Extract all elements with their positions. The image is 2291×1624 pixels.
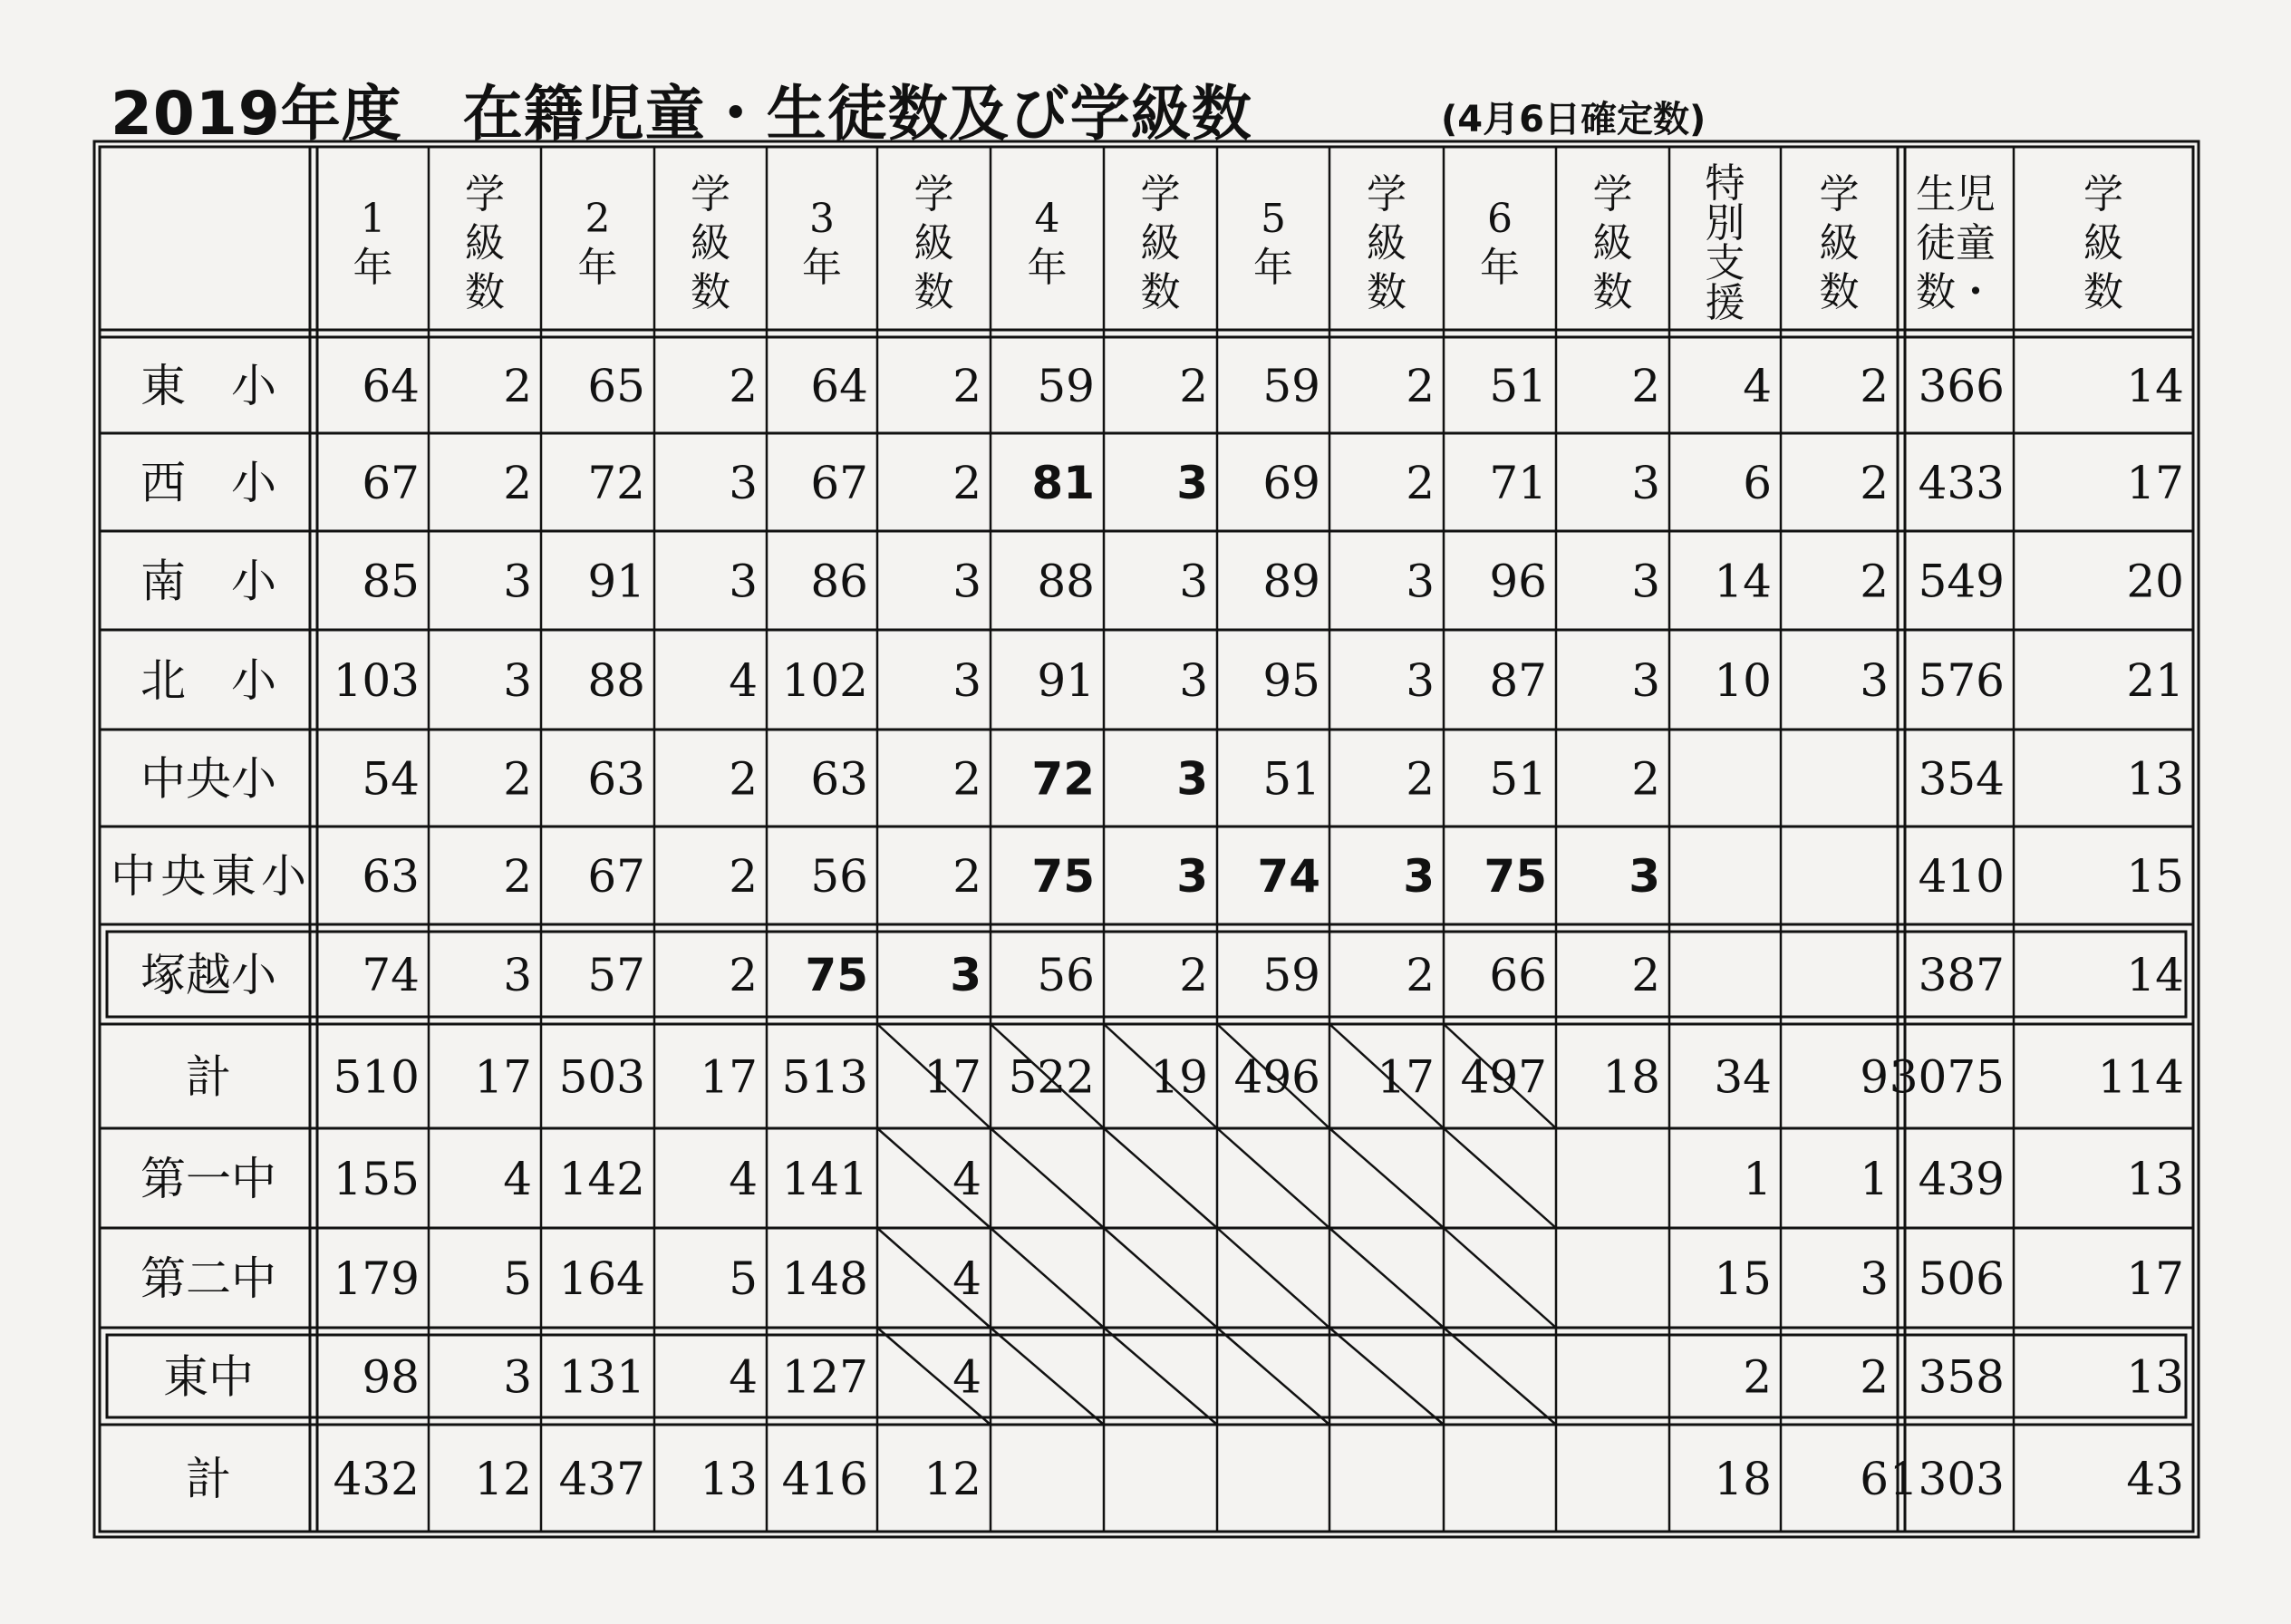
table-cell: 17 bbox=[1377, 1050, 1435, 1104]
table-cell: 15 bbox=[1714, 1252, 1772, 1305]
school-name: 塚越小 bbox=[140, 949, 276, 1001]
table-cell: 513 bbox=[781, 1050, 868, 1104]
table-cell: 13 bbox=[700, 1453, 758, 1505]
table-cell: 67 bbox=[362, 457, 420, 509]
school-name: 北 小 bbox=[140, 654, 276, 707]
na-cell-hatch bbox=[991, 1228, 1104, 1328]
table-cell: 14 bbox=[2126, 949, 2184, 1001]
na-cell-hatch bbox=[1444, 1228, 1556, 1328]
table-cell: 67 bbox=[587, 850, 645, 903]
table-cell: 3 bbox=[1179, 555, 1208, 608]
column-header-text: 5 bbox=[1261, 196, 1286, 242]
table-cell: 88 bbox=[1037, 555, 1095, 608]
na-cell-hatch bbox=[1217, 1228, 1329, 1328]
column-header-text: 数 bbox=[1367, 269, 1406, 315]
page-subtitle: (4月6日確定数) bbox=[1441, 99, 1706, 140]
column-header-text: 支 bbox=[1705, 240, 1745, 286]
table-row bbox=[186, 1051, 2184, 1104]
table-cell: 3 bbox=[952, 555, 981, 608]
table-cell: 51 bbox=[1262, 752, 1320, 806]
na-cell-hatch bbox=[991, 1128, 1104, 1228]
na-cell-hatch bbox=[1329, 1328, 1444, 1425]
table-cell: 3 bbox=[1860, 1252, 1889, 1305]
table-cell: 2 bbox=[729, 752, 758, 806]
table-cell: 51 bbox=[1489, 752, 1547, 806]
table-cell: 69 bbox=[1262, 457, 1320, 509]
table-cell: 34 bbox=[1714, 1050, 1772, 1104]
school-name: 計 bbox=[186, 1453, 231, 1505]
column-header-text: 年 bbox=[577, 245, 618, 291]
table-cell: 4 bbox=[503, 1153, 532, 1205]
table-cell: 81 bbox=[1031, 457, 1095, 509]
column-header-text: 6 bbox=[1487, 196, 1513, 242]
table-cell: 3 bbox=[1176, 457, 1208, 509]
table-cell: 3 bbox=[503, 555, 532, 608]
table-cell: 4 bbox=[952, 1153, 981, 1205]
table-row bbox=[140, 753, 2184, 806]
table-row bbox=[140, 360, 2184, 412]
column-header-text: 数 bbox=[691, 269, 730, 315]
column-header-text: 年 bbox=[1480, 245, 1520, 291]
table-cell: 3 bbox=[1176, 850, 1208, 903]
column-header-text: 数・ bbox=[1916, 269, 1996, 315]
table-cell: 5 bbox=[503, 1252, 532, 1305]
table-cell: 2 bbox=[503, 752, 532, 806]
column-header-text: 援 bbox=[1705, 280, 1745, 326]
table-cell: 102 bbox=[781, 654, 868, 707]
table-cell: 103 bbox=[333, 654, 420, 707]
table-cell: 437 bbox=[558, 1453, 645, 1505]
table-cell: 4 bbox=[1743, 360, 1772, 412]
table-cell: 63 bbox=[810, 752, 868, 806]
table-cell: 141 bbox=[781, 1153, 868, 1205]
table-cell: 142 bbox=[558, 1153, 645, 1205]
table-cell: 10 bbox=[1714, 654, 1772, 707]
table-cell: 433 bbox=[1918, 457, 2005, 509]
table-cell: 54 bbox=[362, 752, 420, 806]
column-header-text: 2 bbox=[585, 196, 611, 242]
table-cell: 358 bbox=[1918, 1350, 2005, 1404]
table-cell: 12 bbox=[474, 1453, 532, 1505]
column-header-text: 級 bbox=[465, 220, 505, 266]
table-cell: 13 bbox=[2126, 1153, 2184, 1205]
table-cell: 3 bbox=[1406, 654, 1435, 707]
table-cell: 2 bbox=[952, 752, 981, 806]
table-cell: 63 bbox=[587, 752, 645, 806]
table-cell: 522 bbox=[1008, 1050, 1095, 1104]
school-name: 第二中 bbox=[140, 1252, 276, 1305]
table-cell: 18 bbox=[1602, 1050, 1660, 1104]
table-cell: 57 bbox=[587, 949, 645, 1001]
table-cell: 64 bbox=[810, 360, 868, 412]
column-header-text: 学 bbox=[465, 171, 505, 218]
table-cell: 75 bbox=[1031, 850, 1095, 903]
table-cell: 2 bbox=[1631, 360, 1660, 412]
table-cell: 2 bbox=[1406, 752, 1435, 806]
na-cell-hatch bbox=[1104, 1328, 1217, 1425]
table-cell: 3 bbox=[1406, 555, 1435, 608]
table-cell: 131 bbox=[558, 1350, 645, 1404]
table-cell: 497 bbox=[1460, 1050, 1547, 1104]
table-cell: 3 bbox=[1176, 752, 1208, 806]
column-header-text: 級 bbox=[1140, 220, 1181, 266]
table-cell: 21 bbox=[2126, 654, 2184, 707]
table-cell: 387 bbox=[1918, 949, 2005, 1001]
table-cell: 20 bbox=[2126, 555, 2184, 608]
table-cell: 2 bbox=[729, 360, 758, 412]
table-cell: 59 bbox=[1262, 949, 1320, 1001]
column-header-text: 4 bbox=[1034, 196, 1060, 242]
column-header-text: 1 bbox=[360, 196, 386, 242]
table-cell: 4 bbox=[952, 1252, 981, 1305]
table-cell: 3 bbox=[1631, 654, 1660, 707]
column-header-text: 学 bbox=[691, 171, 730, 218]
table-cell: 2 bbox=[1743, 1350, 1772, 1404]
table-cell: 17 bbox=[2126, 457, 2184, 509]
table-cell: 179 bbox=[333, 1252, 420, 1305]
table-cell: 2 bbox=[1860, 457, 1889, 509]
table-cell: 14 bbox=[2126, 360, 2184, 412]
table-cell: 67 bbox=[810, 457, 868, 509]
column-header-text: 数 bbox=[465, 269, 505, 315]
table-cell: 366 bbox=[1918, 360, 2005, 412]
na-cell-hatch bbox=[991, 1328, 1104, 1425]
table-cell: 4 bbox=[729, 1153, 758, 1205]
table-cell: 506 bbox=[1918, 1252, 2005, 1305]
table-cell: 2 bbox=[729, 949, 758, 1001]
table-cell: 416 bbox=[781, 1453, 868, 1505]
table-cell: 3 bbox=[503, 654, 532, 707]
column-header-text: 数 bbox=[1592, 269, 1633, 315]
table-cell: 1303 bbox=[1889, 1453, 2005, 1505]
column-header-text: 数 bbox=[1819, 269, 1860, 315]
table-frame-inner bbox=[100, 147, 2193, 1532]
na-cell-hatch bbox=[1444, 1328, 1556, 1425]
na-cell-hatch bbox=[1217, 1328, 1329, 1425]
table-cell: 91 bbox=[1037, 654, 1095, 707]
table-cell: 127 bbox=[781, 1350, 868, 1404]
column-header-text: 学 bbox=[1592, 171, 1633, 218]
table-cell: 71 bbox=[1489, 457, 1547, 509]
table-row bbox=[140, 654, 2184, 707]
na-cell-hatch bbox=[1104, 1228, 1217, 1328]
table-cell: 56 bbox=[810, 850, 868, 903]
table-cell: 3 bbox=[1631, 457, 1660, 509]
table-cell: 88 bbox=[587, 654, 645, 707]
school-name: 中央東小 bbox=[111, 850, 306, 903]
table-cell: 85 bbox=[362, 555, 420, 608]
table-cell: 59 bbox=[1262, 360, 1320, 412]
table-cell: 3 bbox=[952, 654, 981, 707]
table-cell: 56 bbox=[1037, 949, 1095, 1001]
table-cell: 496 bbox=[1233, 1050, 1320, 1104]
table-cell: 1 bbox=[1860, 1153, 1889, 1205]
column-header-text: 級 bbox=[1819, 220, 1860, 266]
table-row bbox=[186, 1453, 2184, 1505]
table-cell: 75 bbox=[805, 949, 868, 1001]
table-cell: 2 bbox=[1406, 360, 1435, 412]
table-cell: 2 bbox=[1860, 360, 1889, 412]
table-cell: 439 bbox=[1918, 1153, 2005, 1205]
table-cell: 114 bbox=[2097, 1050, 2184, 1104]
table-cell: 18 bbox=[1714, 1453, 1772, 1505]
table-cell: 4 bbox=[952, 1350, 981, 1404]
column-header-text: 徒童 bbox=[1916, 220, 1996, 266]
table-cell: 3075 bbox=[1889, 1050, 2005, 1104]
table-cell: 3 bbox=[729, 555, 758, 608]
table-cell: 155 bbox=[333, 1153, 420, 1205]
column-header-text: 学 bbox=[1140, 171, 1181, 218]
table-row bbox=[111, 850, 2184, 903]
table-cell: 432 bbox=[333, 1453, 420, 1505]
table-cell: 3 bbox=[950, 949, 981, 1001]
table-cell: 13 bbox=[2126, 752, 2184, 806]
school-name: 東 小 bbox=[140, 360, 276, 412]
table-cell: 64 bbox=[362, 360, 420, 412]
table-cell: 59 bbox=[1037, 360, 1095, 412]
table-cell: 2 bbox=[1631, 752, 1660, 806]
table-cell: 14 bbox=[1714, 555, 1772, 608]
column-header-text: 別 bbox=[1705, 200, 1745, 246]
table-cell: 2 bbox=[1179, 360, 1208, 412]
column-header-text: 級 bbox=[691, 220, 730, 266]
table-cell: 75 bbox=[1484, 850, 1547, 903]
table-cell: 6 bbox=[1860, 1453, 1889, 1505]
table-cell: 12 bbox=[923, 1453, 981, 1505]
table-cell: 3 bbox=[503, 1350, 532, 1404]
school-name: 中央小 bbox=[140, 752, 276, 806]
table-cell: 3 bbox=[729, 457, 758, 509]
table-cell: 15 bbox=[2126, 850, 2184, 903]
na-cell-hatch bbox=[1444, 1128, 1556, 1228]
table-cell: 5 bbox=[729, 1252, 758, 1305]
table-cell: 4 bbox=[729, 654, 758, 707]
table-cell: 9 bbox=[1860, 1050, 1889, 1104]
column-header-text: 学 bbox=[914, 171, 954, 218]
table-cell: 354 bbox=[1918, 752, 2005, 806]
table-cell: 19 bbox=[1150, 1050, 1208, 1104]
na-cell-hatch bbox=[1329, 1228, 1444, 1328]
table-cell: 98 bbox=[362, 1350, 420, 1404]
column-header-text: 年 bbox=[1253, 245, 1293, 291]
column-header-text: 学 bbox=[1819, 171, 1860, 218]
table-row bbox=[140, 949, 2184, 1001]
column-header-text: 数 bbox=[2083, 269, 2123, 315]
table-cell: 4 bbox=[729, 1350, 758, 1404]
table-cell: 13 bbox=[2126, 1350, 2184, 1404]
table-cell: 3 bbox=[1629, 850, 1660, 903]
column-header-text: 級 bbox=[914, 220, 954, 266]
table-cell: 17 bbox=[474, 1050, 532, 1104]
column-header-text: 学 bbox=[1367, 171, 1406, 218]
table-cell: 2 bbox=[952, 850, 981, 903]
column-header-text: 生児 bbox=[1916, 171, 1996, 218]
table-cell: 96 bbox=[1489, 555, 1547, 608]
table-cell: 89 bbox=[1262, 555, 1320, 608]
column-header-text: 数 bbox=[914, 269, 954, 315]
school-name: 計 bbox=[186, 1050, 231, 1104]
table-cell: 3 bbox=[1179, 654, 1208, 707]
table-cell: 51 bbox=[1489, 360, 1547, 412]
table-cell: 2 bbox=[952, 457, 981, 509]
table-cell: 6 bbox=[1743, 457, 1772, 509]
school-name: 西 小 bbox=[140, 457, 276, 509]
table-cell: 2 bbox=[1860, 1350, 1889, 1404]
table-cell: 2 bbox=[1406, 457, 1435, 509]
na-cell-hatch bbox=[1217, 1128, 1329, 1228]
table-cell: 2 bbox=[952, 360, 981, 412]
table-cell: 74 bbox=[1257, 850, 1320, 903]
table-cell: 3 bbox=[503, 949, 532, 1001]
column-header-text: 級 bbox=[1367, 220, 1406, 266]
table-cell: 72 bbox=[1031, 752, 1095, 806]
table-cell: 65 bbox=[587, 360, 645, 412]
table-row bbox=[163, 1351, 2184, 1404]
table-cell: 164 bbox=[558, 1252, 645, 1305]
table-cell: 510 bbox=[333, 1050, 420, 1104]
column-header-text: 級 bbox=[2083, 220, 2123, 266]
table-cell: 95 bbox=[1262, 654, 1320, 707]
table-cell: 3 bbox=[1631, 555, 1660, 608]
column-header-text: 3 bbox=[809, 196, 835, 242]
table-cell: 2 bbox=[1406, 949, 1435, 1001]
column-header-text: 数 bbox=[1140, 269, 1181, 315]
table-cell: 576 bbox=[1918, 654, 2005, 707]
table-cell: 2 bbox=[729, 850, 758, 903]
table-cell: 2 bbox=[1179, 949, 1208, 1001]
column-header-text: 年 bbox=[1027, 245, 1068, 291]
table-cell: 3 bbox=[1403, 850, 1435, 903]
table-cell: 549 bbox=[1918, 555, 2005, 608]
table-cell: 74 bbox=[362, 949, 420, 1001]
table-row bbox=[140, 556, 2184, 608]
table-cell: 91 bbox=[587, 555, 645, 608]
table-cell: 17 bbox=[2126, 1252, 2184, 1305]
table-cell: 2 bbox=[503, 850, 532, 903]
na-cell-hatch bbox=[1104, 1128, 1217, 1228]
table-cell: 63 bbox=[362, 850, 420, 903]
table-cell: 148 bbox=[781, 1252, 868, 1305]
header-row bbox=[353, 160, 2124, 326]
school-name: 南 小 bbox=[140, 555, 276, 608]
page-title: 2019年度 在籍児童・生徒数及び学級数 bbox=[111, 79, 1252, 149]
table-cell: 1 bbox=[1743, 1153, 1772, 1205]
table-row bbox=[140, 457, 2184, 509]
column-header-text: 年 bbox=[353, 245, 393, 291]
table-cell: 3 bbox=[1860, 654, 1889, 707]
table-cell: 87 bbox=[1489, 654, 1547, 707]
table-cell: 43 bbox=[2126, 1453, 2184, 1505]
table-cell: 17 bbox=[700, 1050, 758, 1104]
column-header-text: 年 bbox=[802, 245, 842, 291]
table-cell: 86 bbox=[810, 555, 868, 608]
column-header-text: 学 bbox=[2083, 171, 2123, 218]
table-cell: 2 bbox=[1631, 949, 1660, 1001]
school-name: 東中 bbox=[163, 1350, 254, 1404]
table-cell: 2 bbox=[503, 457, 532, 509]
table-cell: 410 bbox=[1918, 850, 2005, 903]
table-cell: 503 bbox=[558, 1050, 645, 1104]
na-cell-hatch bbox=[1329, 1128, 1444, 1228]
column-header-text: 級 bbox=[1592, 220, 1633, 266]
column-header-text: 特 bbox=[1705, 160, 1745, 207]
table-cell: 66 bbox=[1489, 949, 1547, 1001]
table-cell: 72 bbox=[587, 457, 645, 509]
table-cell: 2 bbox=[503, 360, 532, 412]
table-cell: 17 bbox=[923, 1050, 981, 1104]
table-cell: 2 bbox=[1860, 555, 1889, 608]
school-name: 第一中 bbox=[140, 1153, 276, 1205]
